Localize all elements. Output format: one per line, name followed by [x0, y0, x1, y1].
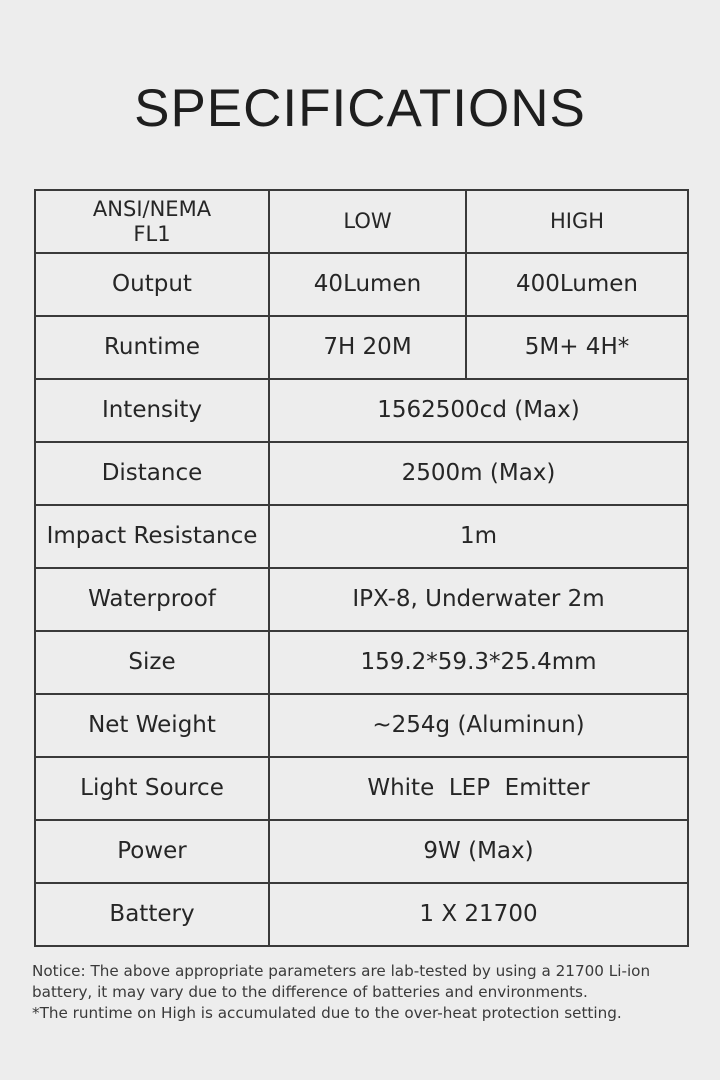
- header-high-cell: HIGH: [466, 190, 688, 253]
- row-label-power: Power: [35, 820, 269, 883]
- page-title: SPECIFICATIONS: [134, 79, 586, 138]
- table-row-size: [35, 631, 688, 694]
- row-label-waterproof: Waterproof: [35, 568, 269, 631]
- row-label-intensity: Intensity: [35, 379, 269, 442]
- table-row-distance: [35, 442, 688, 505]
- row-label-net-weight: Net Weight: [35, 694, 269, 757]
- table-row-output: [35, 253, 688, 316]
- row-value-impact-resistance: 1m: [269, 505, 688, 568]
- notice-line-2: battery, it may vary due to the difference of batteries and environments.: [32, 983, 588, 1001]
- header-standard-line2: FL1: [133, 221, 171, 246]
- table-header-row: [35, 190, 688, 253]
- table-row-power: [35, 820, 688, 883]
- table-row-waterproof: [35, 568, 688, 631]
- notice-text: [32, 961, 692, 1024]
- header-standard-cell: [35, 190, 269, 253]
- row-value-distance: 2500m (Max): [269, 442, 688, 505]
- table-row-net-weight: [35, 694, 688, 757]
- header-low-cell: LOW: [269, 190, 466, 253]
- row-value-waterproof: IPX-8, Underwater 2m: [269, 568, 688, 631]
- row-value-runtime-low: 7H 20M: [269, 316, 466, 379]
- row-value-size: 159.2*59.3*25.4mm: [269, 631, 688, 694]
- notice-line-3: *The runtime on High is accumulated due to the over-heat protection setting.: [32, 1004, 622, 1022]
- header-standard-line1: ANSI/NEMA: [92, 196, 212, 221]
- row-label-light-source: Light Source: [35, 757, 269, 820]
- row-value-net-weight: ~254g (Aluminun): [269, 694, 688, 757]
- row-label-size: Size: [35, 631, 269, 694]
- table-row-battery: [35, 883, 688, 946]
- notice-line-1: Notice: The above appropriate parameters are lab-tested by using a 21700 Li-ion: [32, 962, 651, 980]
- specifications-table: [34, 189, 689, 947]
- row-value-battery: 1 X 21700: [269, 883, 688, 946]
- row-value-power: 9W (Max): [269, 820, 688, 883]
- row-value-output-low: 40Lumen: [269, 253, 466, 316]
- table-row-light-source: [35, 757, 688, 820]
- row-label-runtime: Runtime: [35, 316, 269, 379]
- row-label-battery: Battery: [35, 883, 269, 946]
- table-row-intensity: [35, 379, 688, 442]
- table-row-runtime: [35, 316, 688, 379]
- table-row-impact-resistance: [35, 505, 688, 568]
- row-label-impact-resistance: Impact Resistance: [35, 505, 269, 568]
- row-label-output: Output: [35, 253, 269, 316]
- row-value-intensity: 1562500cd (Max): [269, 379, 688, 442]
- row-value-light-source: White LEP Emitter: [269, 757, 688, 820]
- row-value-runtime-high: 5M+ 4H*: [466, 316, 688, 379]
- row-value-output-high: 400Lumen: [466, 253, 688, 316]
- row-label-distance: Distance: [35, 442, 269, 505]
